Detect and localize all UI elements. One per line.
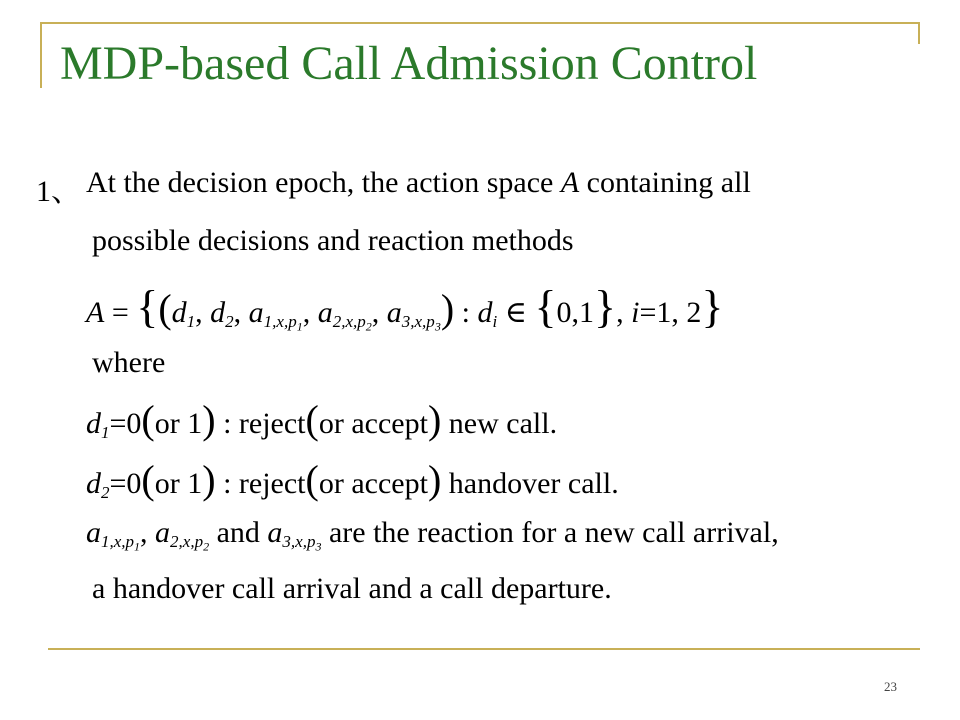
- slide-title: MDP-based Call Admission Control: [60, 37, 758, 90]
- line-d1-definition: $d_1=0(or$ 1) : reject(or accept) new call.: [86, 397, 558, 443]
- item-number: 1、: [36, 175, 81, 208]
- page-number: 23: [884, 679, 897, 694]
- line1-text: At the decision epoch, the action space: [86, 166, 554, 199]
- line-action-space: [86, 166, 751, 200]
- close-brace: }: [701, 281, 724, 332]
- line-d2-definition: $d_2=0(or$ 1) : reject(or accept) handover call.: [86, 457, 619, 503]
- header-rule: [40, 22, 920, 24]
- header-frame-right: [918, 22, 920, 44]
- line-possible-decisions: possible decisions and reaction methods: [92, 224, 574, 257]
- line-handover-departure: a handover call arrival and a call departure.: [92, 572, 612, 605]
- action-space-var: A: [560, 166, 580, 199]
- line-reaction-definition: $a_{1,x,p_1}$, $a_{2,x,p_2}$ and $a_{3,x,p_3}$ are the reaction for a new call arrival,: [86, 516, 779, 554]
- action-space-formula: $A = \{(d_1$, $d_2$, $a_{1,x,p_1}$, $a_{2,x,p_2}$, $a_{3,x,p_3}$) : $d_i$ ∈ {0,1}, i=1, 2}: [86, 281, 724, 334]
- open-brace: {: [136, 281, 159, 332]
- line-where: where: [92, 346, 166, 379]
- header-frame-left: [40, 22, 42, 88]
- line1-tail: containing all: [586, 166, 751, 199]
- footer-rule: [48, 648, 920, 650]
